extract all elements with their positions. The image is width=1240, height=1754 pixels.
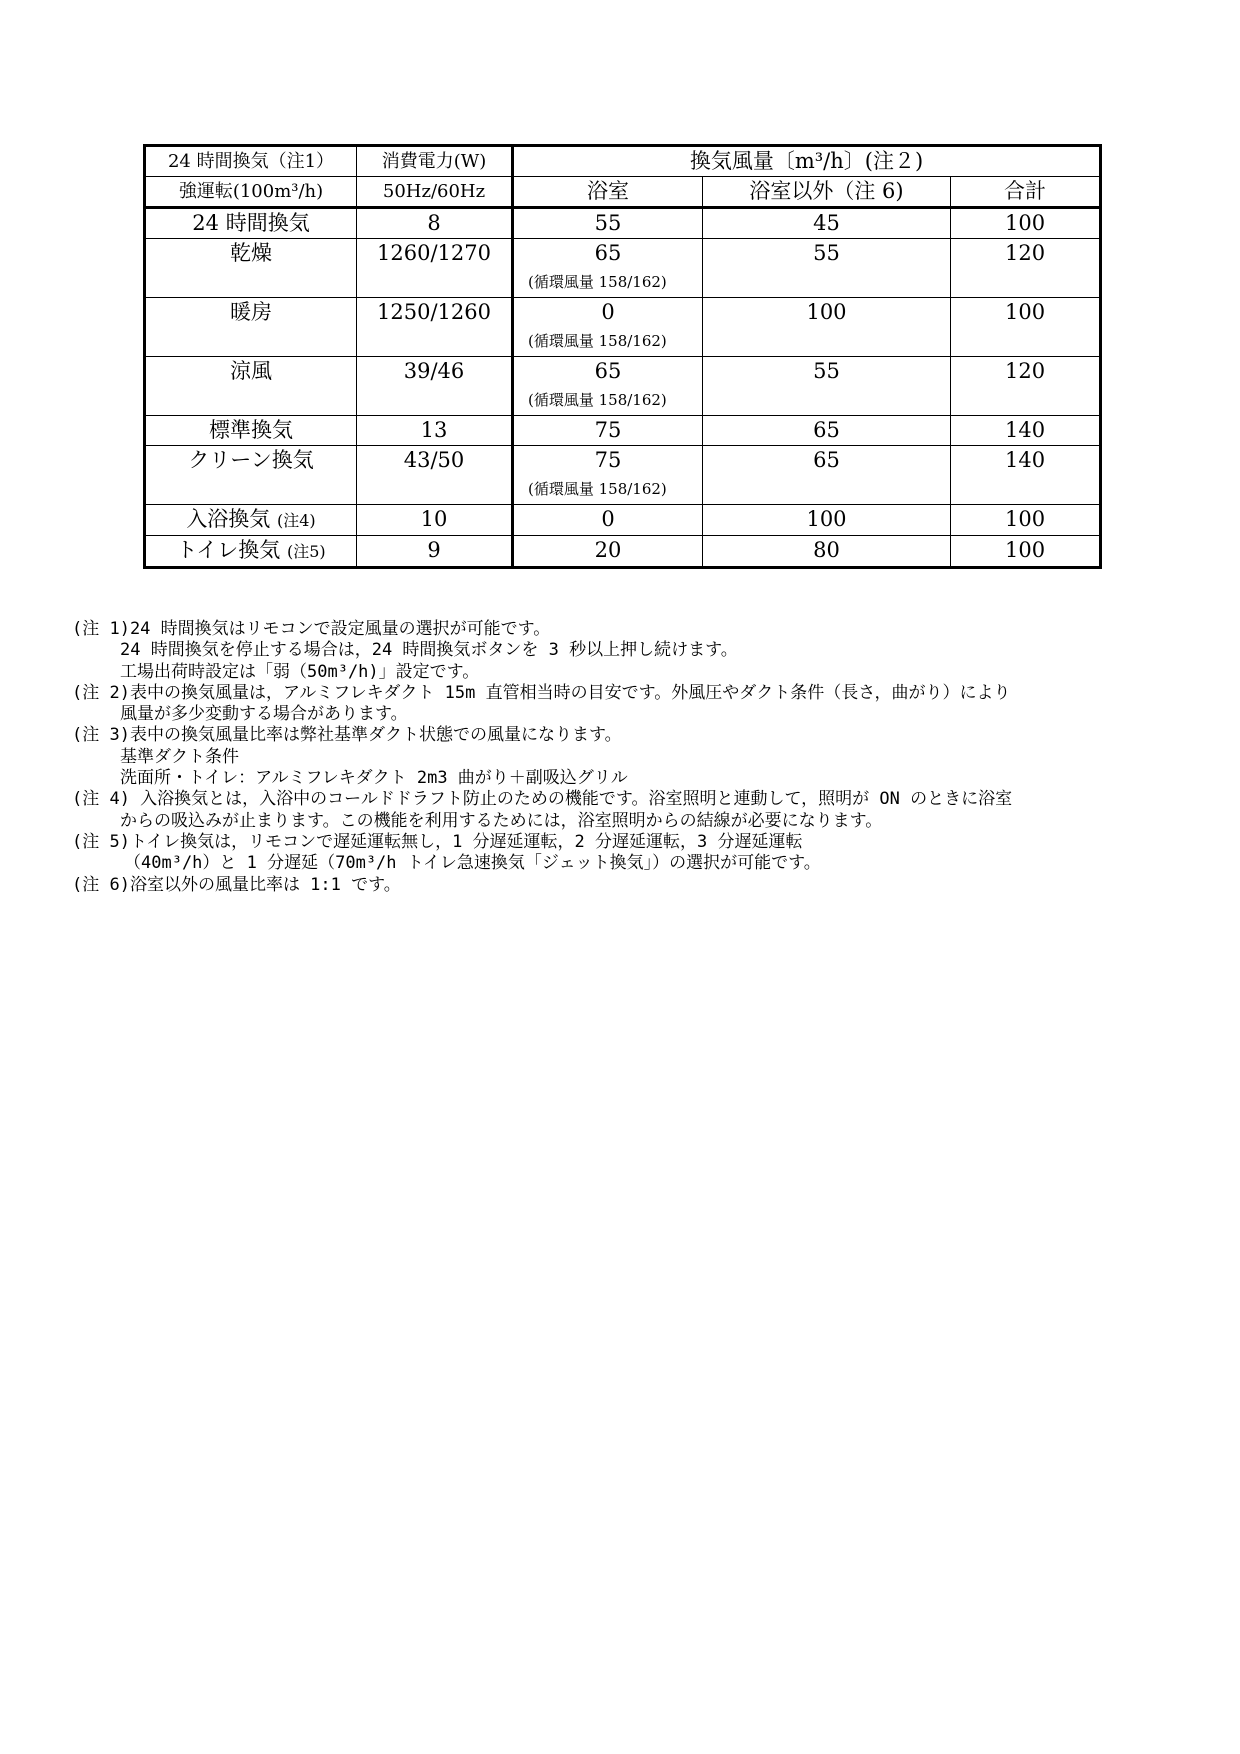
header-mode-line2: 強運転(100m³/h)	[145, 177, 357, 208]
cell-mode-note: (注4)	[277, 511, 316, 530]
cell-mode: 暖房	[145, 298, 357, 357]
cell-mode: 涼風	[145, 357, 357, 416]
cell-power: 1250/1260	[357, 298, 513, 357]
cell-power: 39/46	[357, 357, 513, 416]
header-col-other: 浴室以外（注 6)	[703, 177, 951, 208]
table-row	[145, 446, 1101, 505]
cell-other: 65	[703, 416, 951, 446]
note-1-line-1: (注 1)24 時間換気はリモコンで設定風量の選択が可能です。	[72, 619, 551, 639]
note-4-line-1: (注 4) 入浴換気とは，入浴中のコールドドラフト防止のための機能です。浴室照明と連動して，照明が ON のときに浴室	[72, 789, 1013, 810]
cell-power: 8	[357, 208, 513, 239]
cell-mode-note: (注5)	[286, 542, 326, 561]
cell-total: 100	[951, 505, 1101, 536]
table-row	[145, 298, 1101, 357]
note-4-line-2: からの吸込みが止まります。この機能を利用するためには，浴室照明からの結線が必要になります。	[120, 810, 883, 831]
cell-bath-value: 75	[594, 448, 622, 472]
cell-bath: 75	[513, 416, 703, 446]
table-row	[145, 239, 1101, 298]
note-2-line-2: 風量が多少変動する場合があります。	[120, 704, 408, 725]
cell-other: 65	[703, 446, 951, 505]
note-3-line-1: (注 3)表中の換気風量比率は弊社基準ダクト状態での風量になります。	[72, 725, 622, 746]
cell-other: 55	[703, 357, 951, 416]
cell-mode: クリーン換気	[145, 446, 357, 505]
header-col-bath: 浴室	[513, 177, 703, 208]
header-power-line2: 50Hz/60Hz	[357, 177, 513, 208]
header-airflow-title: 換気風量〔m³/h〕(注２)	[513, 146, 1101, 177]
cell-mode: 標準換気	[145, 416, 357, 446]
cell-power: 13	[357, 416, 513, 446]
cell-bath-value: 0	[601, 300, 615, 324]
cell-other: 80	[703, 536, 951, 568]
cell-mode	[145, 505, 357, 536]
cell-power: 1260/1270	[357, 239, 513, 298]
cell-bath: 20	[513, 536, 703, 568]
cell-power: 9	[357, 536, 513, 568]
note-1-line-3: 工場出荷時設定は「弱（50m³/h)」設定です。	[120, 661, 480, 682]
header-col-total: 合計	[951, 177, 1101, 208]
cell-other: 55	[703, 239, 951, 298]
cell-mode: 24 時間換気	[145, 208, 357, 239]
cell-mode	[145, 536, 357, 568]
note-2-line-1: (注 2)表中の換気風量は，アルミフレキダクト 15m 直管相当時の目安です。外風圧やダクト条件（長さ，曲がり）により	[72, 682, 1011, 703]
cell-total: 100	[951, 208, 1101, 239]
table-row	[145, 357, 1101, 416]
table-row	[145, 208, 1101, 239]
cell-other: 45	[703, 208, 951, 239]
cell-bath-circulation: (循環風量 158/162)	[528, 480, 667, 498]
cell-bath	[513, 239, 703, 298]
cell-total: 120	[951, 239, 1101, 298]
footnotes	[72, 619, 1192, 896]
cell-total: 140	[951, 416, 1101, 446]
cell-mode-label: 入浴換気	[186, 507, 271, 531]
table-row	[145, 505, 1101, 536]
cell-bath	[513, 357, 703, 416]
note-3-line-2: 基準ダクト条件	[120, 746, 239, 767]
note-5-line-1: (注 5)トイレ換気は，リモコンで遅延運転無し，1 分遅延運転，2 分遅延運転，3 分遅延運転	[72, 831, 803, 852]
cell-bath: 0	[513, 505, 703, 536]
table-row	[145, 416, 1101, 446]
cell-bath-value: 65	[594, 241, 622, 265]
cell-power: 43/50	[357, 446, 513, 505]
cell-total: 120	[951, 357, 1101, 416]
table-row	[145, 536, 1101, 568]
note-6-line-1: (注 6)浴室以外の風量比率は 1:1 です。	[72, 874, 401, 895]
note-1-line-2: 24 時間換気を停止する場合は，24 時間換気ボタンを 3 秒以上押し続けます。	[120, 640, 738, 661]
header-power-line1: 消費電力(W)	[357, 146, 513, 177]
cell-mode: 乾燥	[145, 239, 357, 298]
cell-total: 100	[951, 536, 1101, 568]
cell-total: 100	[951, 298, 1101, 357]
ventilation-spec-table	[143, 144, 1102, 569]
cell-bath: 55	[513, 208, 703, 239]
cell-total: 140	[951, 446, 1101, 505]
cell-other: 100	[703, 298, 951, 357]
cell-bath	[513, 298, 703, 357]
cell-mode-label: トイレ換気	[176, 538, 281, 562]
cell-other: 100	[703, 505, 951, 536]
cell-power: 10	[357, 505, 513, 536]
cell-bath-circulation: (循環風量 158/162)	[528, 391, 667, 409]
cell-bath	[513, 446, 703, 505]
note-5-line-2: （40m³/h）と 1 分遅延（70m³/h トイレ急速換気「ジェット換気」）の選択が可能です。	[124, 853, 821, 874]
cell-bath-circulation: (循環風量 158/162)	[528, 273, 667, 291]
header-mode-line1: 24 時間換気（注1）	[145, 146, 357, 177]
note-3-line-3: 洗面所・トイレ：アルミフレキダクト 2m3 曲がり＋副吸込グリル	[120, 768, 628, 789]
cell-bath-circulation: (循環風量 158/162)	[528, 332, 667, 350]
cell-bath-value: 65	[594, 359, 622, 383]
